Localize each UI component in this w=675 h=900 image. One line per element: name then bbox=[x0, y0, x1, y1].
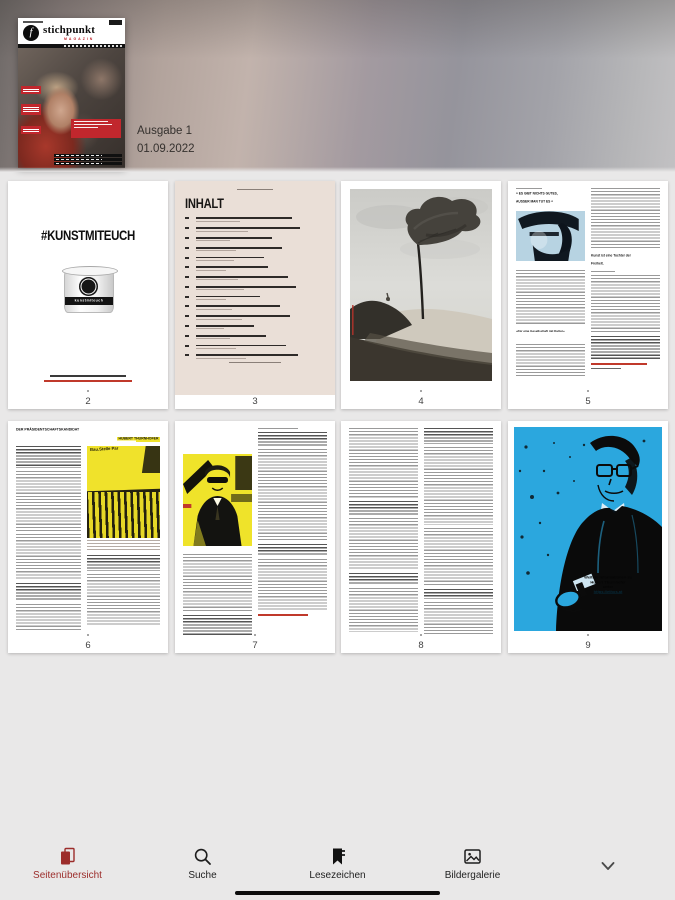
tab-label: Lesezeichen bbox=[309, 870, 366, 881]
page-thumbnail-5[interactable] bbox=[508, 181, 668, 409]
article-subhead: »Für eine Gesellschaft mit Kultur« bbox=[516, 330, 565, 334]
text-column bbox=[349, 428, 418, 633]
page-thumbnail-9[interactable] bbox=[508, 421, 668, 653]
page-number: 5 bbox=[585, 396, 591, 407]
page-thumbnail-6[interactable] bbox=[8, 421, 168, 653]
issue-date: 01.09.2022 bbox=[137, 143, 195, 155]
stichpunkt-logo-icon: f bbox=[23, 25, 39, 41]
tab-label: Suche bbox=[188, 870, 217, 881]
poster-image-cyan bbox=[514, 427, 662, 631]
text-column: Kunst ist eine Tochter der Freiheit. bbox=[591, 188, 660, 389]
article-page bbox=[516, 188, 660, 389]
bottom-toolbar bbox=[0, 844, 675, 888]
page-number: 7 bbox=[252, 640, 258, 651]
tree-photo bbox=[350, 189, 492, 381]
chevron-down-icon bbox=[597, 855, 619, 877]
text-column bbox=[424, 428, 493, 633]
issue-label: Ausgabe 1 bbox=[137, 125, 192, 137]
portrait-image-blue bbox=[516, 211, 585, 261]
portrait-image-yellow bbox=[183, 454, 252, 546]
page-number: 8 bbox=[418, 640, 424, 651]
tab-seitenuebersicht[interactable] bbox=[0, 844, 135, 888]
poster-caption: Weitere Informationen zu Hubert Thurnhofer unter https://ethos.at bbox=[556, 575, 660, 613]
article-page bbox=[16, 428, 160, 633]
toc-title: INHALT bbox=[185, 195, 224, 212]
page-thumbnail-8[interactable] bbox=[341, 421, 501, 653]
page-number: 4 bbox=[418, 396, 424, 407]
highlighted-name: HUBERT THURNHOFER bbox=[118, 436, 159, 440]
page2-title: #KUNSTMITEUCH bbox=[41, 227, 135, 243]
page-thumbnail-3[interactable] bbox=[175, 181, 335, 409]
collapse-toolbar-button[interactable] bbox=[540, 844, 675, 888]
text-page bbox=[349, 428, 493, 633]
paint-can-image: kunstmiteuch bbox=[64, 269, 114, 313]
text-column: » ES GIBT NICHTS GUTES, AUSSER MAN TUT ES « »Für eine Gesellschaft mit Kultur« bbox=[516, 188, 585, 389]
cover-title: stichpunkt bbox=[43, 24, 96, 36]
page-number: 3 bbox=[252, 396, 258, 407]
page-number: 2 bbox=[85, 396, 91, 407]
text-column bbox=[258, 428, 327, 633]
photo-caption: Bau.Stelle Par bbox=[90, 446, 119, 452]
cover-subtitle: MAGAZIN bbox=[64, 37, 95, 41]
tab-suche[interactable] bbox=[135, 844, 270, 888]
search-icon bbox=[192, 846, 213, 867]
page-overview-icon bbox=[57, 846, 78, 867]
tab-bildergalerie[interactable] bbox=[405, 844, 540, 888]
tab-lesezeichen[interactable] bbox=[270, 844, 405, 888]
cover-photo bbox=[18, 48, 125, 168]
magazine-cover-thumbnail[interactable] bbox=[18, 18, 125, 168]
bookmark-icon bbox=[327, 846, 348, 867]
tab-label: Seitenübersicht bbox=[33, 870, 102, 881]
issue-info bbox=[137, 122, 195, 158]
article-page bbox=[183, 428, 327, 633]
article-headline: » ES GIBT NICHTS GUTES, bbox=[516, 192, 558, 196]
cover-masthead bbox=[18, 18, 125, 44]
photo-column bbox=[87, 446, 160, 632]
home-indicator[interactable] bbox=[235, 891, 440, 896]
poster-url: https://ethos.at bbox=[593, 589, 623, 594]
pull-quote: Kunst ist eine Tochter der bbox=[591, 254, 631, 258]
header-banner bbox=[0, 0, 675, 172]
toc-page bbox=[175, 181, 335, 395]
page-thumbnail-2[interactable] bbox=[8, 181, 168, 409]
article-headline: DER PRÄSIDENTSCHAFTSKANDIDAT bbox=[16, 428, 80, 432]
tab-label: Bildergalerie bbox=[444, 870, 501, 881]
text-column bbox=[16, 446, 81, 632]
page-thumbnail-7[interactable] bbox=[175, 421, 335, 653]
gallery-icon bbox=[462, 846, 483, 867]
page-number: 6 bbox=[85, 640, 91, 651]
page-thumbnail-4[interactable] bbox=[341, 181, 501, 409]
page-number: 9 bbox=[585, 640, 591, 651]
yellow-photo bbox=[87, 446, 160, 538]
photo-column bbox=[183, 428, 252, 633]
